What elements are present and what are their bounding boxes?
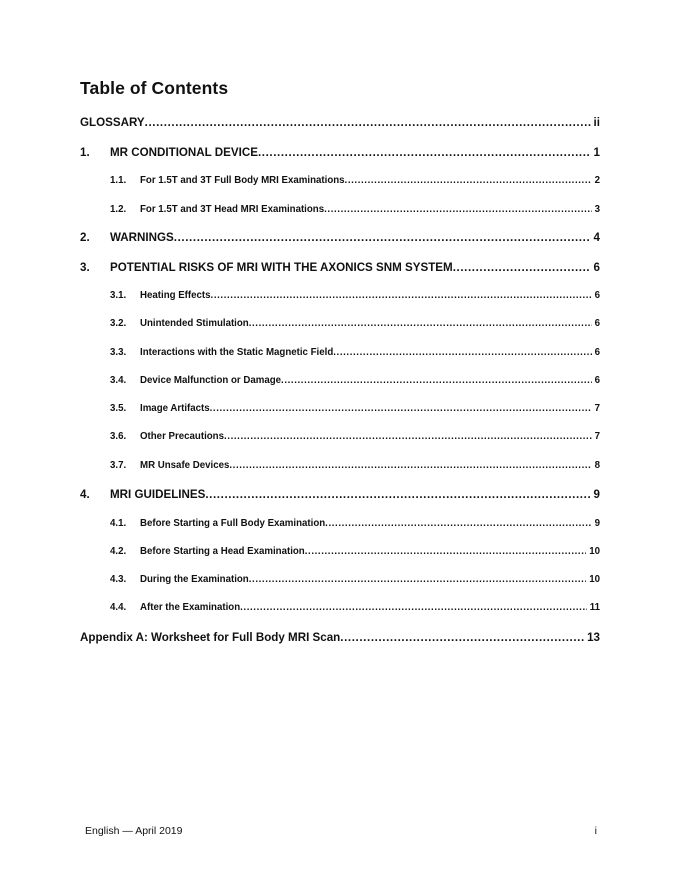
toc-entry-number: 3.3.	[110, 347, 127, 358]
toc-entry-3-1[interactable]	[110, 290, 600, 301]
dot-leader	[249, 318, 592, 329]
toc-entry-2[interactable]	[80, 231, 600, 244]
toc-entry-page: 8	[594, 460, 600, 471]
toc-entry-1-1[interactable]	[110, 175, 600, 186]
toc-entry-page: 6	[594, 290, 600, 301]
toc-entry-3-7[interactable]	[110, 460, 600, 471]
toc-entry-text: MR CONDITIONAL DEVICE	[110, 146, 258, 159]
toc-entry-3-2[interactable]	[110, 318, 600, 329]
toc-entry-text: Image Artifacts	[140, 403, 210, 414]
dot-leader	[345, 175, 592, 186]
toc-entry-page: 11	[589, 602, 600, 613]
toc-entry-text: MRI GUIDELINES	[110, 488, 206, 501]
toc-entry-text: After the Examination	[140, 602, 241, 613]
toc-entry-number: 4.	[80, 488, 90, 501]
toc-entry-page: 7	[594, 431, 600, 442]
toc-entry-3-4[interactable]	[110, 375, 600, 386]
toc-entry-number: 1.2.	[110, 204, 127, 215]
toc-entry-appendix-a[interactable]	[80, 631, 600, 644]
toc-entry-page: 4	[593, 231, 600, 244]
toc-entry-number: 3.5.	[110, 403, 127, 414]
toc-entry-number: 3.2.	[110, 318, 127, 329]
toc-entry-text: Device Malfunction or Damage	[140, 375, 282, 386]
toc-entry-number: 3.	[80, 261, 90, 274]
toc-entry-number: 3.7.	[110, 460, 127, 471]
dot-leader	[224, 431, 592, 442]
toc-entry-text: For 1.5T and 3T Full Body MRI Examinations	[140, 175, 345, 186]
toc-entry-4-4[interactable]	[110, 602, 600, 613]
dot-leader	[205, 488, 590, 501]
toc-entry-text: Before Starting a Head Examination	[140, 546, 305, 557]
dot-leader	[453, 261, 591, 274]
toc-entry-page: 9	[594, 518, 600, 529]
toc-entry-page: 7	[594, 403, 600, 414]
toc-entry-number: 1.1.	[110, 175, 127, 186]
dot-leader	[174, 231, 591, 244]
toc-entry-number: 3.4.	[110, 375, 127, 386]
toc-entry-page: 9	[593, 488, 600, 501]
toc-entry-number: 3.6.	[110, 431, 127, 442]
toc-entry-page: 3	[594, 204, 600, 215]
toc-entry-1-2[interactable]	[110, 204, 600, 215]
toc-entry-glossary[interactable]	[80, 116, 600, 129]
dot-leader	[324, 204, 592, 215]
dot-leader	[211, 290, 592, 301]
dot-leader	[333, 347, 591, 358]
dot-leader	[249, 574, 586, 585]
toc-entry-number: 4.1.	[110, 518, 127, 529]
footer-page-number: i	[594, 825, 597, 837]
toc-entry-number: 4.4.	[110, 602, 127, 613]
toc-entry-page: 6	[594, 347, 600, 358]
dot-leader	[258, 146, 591, 159]
toc-entry-number: 4.2.	[110, 546, 127, 557]
dot-leader	[325, 518, 591, 529]
toc-entry-text: Appendix A: Worksheet for Full Body MRI Scan	[80, 631, 341, 644]
toc-entry-4-1[interactable]	[110, 518, 600, 529]
toc-entry-text: Unintended Stimulation	[140, 318, 249, 329]
toc-entry-4[interactable]	[80, 488, 600, 501]
toc-entry-page: 6	[594, 375, 600, 386]
toc-entry-number: 1.	[80, 146, 90, 159]
toc-entry-number: 3.1.	[110, 290, 127, 301]
toc-entry-number: 4.3.	[110, 574, 127, 585]
toc-entry-4-3[interactable]	[110, 574, 600, 585]
toc-entry-text: MR Unsafe Devices	[140, 460, 230, 471]
dot-leader	[340, 631, 584, 644]
dot-leader	[145, 116, 591, 129]
dot-leader	[240, 602, 587, 613]
toc-entry-text: For 1.5T and 3T Head MRI Examinations	[140, 204, 325, 215]
toc-entry-page: 6	[594, 318, 600, 329]
dot-leader	[281, 375, 592, 386]
toc-entry-text: Before Starting a Full Body Examination	[140, 518, 326, 529]
toc-entry-page: 6	[593, 261, 600, 274]
toc-entry-page: 10	[589, 546, 600, 557]
toc-entry-page: ii	[593, 116, 600, 129]
dot-leader	[229, 460, 591, 471]
toc-entry-text: WARNINGS	[110, 231, 174, 244]
toc-entry-text: Other Precautions	[140, 431, 224, 442]
toc-entry-4-2[interactable]	[110, 546, 600, 557]
page-title: Table of Contents	[80, 78, 229, 98]
toc-entry-text: Heating Effects	[140, 290, 211, 301]
toc-entry-3[interactable]	[80, 261, 600, 274]
toc-entry-page: 2	[594, 175, 600, 186]
toc-entry-text: GLOSSARY	[80, 116, 145, 129]
toc-entry-number: 2.	[80, 231, 90, 244]
toc-entry-text: POTENTIAL RISKS OF MRI WITH THE AXONICS SNM SYSTEM	[110, 261, 453, 274]
toc-entry-text: Interactions with the Static Magnetic Field	[140, 347, 334, 358]
footer-language-date: English — April 2019	[85, 825, 183, 837]
toc-entry-3-5[interactable]	[110, 403, 600, 414]
toc-entry-text: During the Examination	[140, 574, 249, 585]
dot-leader	[305, 546, 586, 557]
toc-entry-3-3[interactable]	[110, 347, 600, 358]
dot-leader	[210, 403, 592, 414]
toc-entry-page: 13	[587, 631, 600, 644]
toc-entry-page: 1	[593, 146, 600, 159]
toc-entry-page: 10	[589, 574, 600, 585]
toc-entry-3-6[interactable]	[110, 431, 600, 442]
toc-entry-1[interactable]	[80, 146, 600, 159]
